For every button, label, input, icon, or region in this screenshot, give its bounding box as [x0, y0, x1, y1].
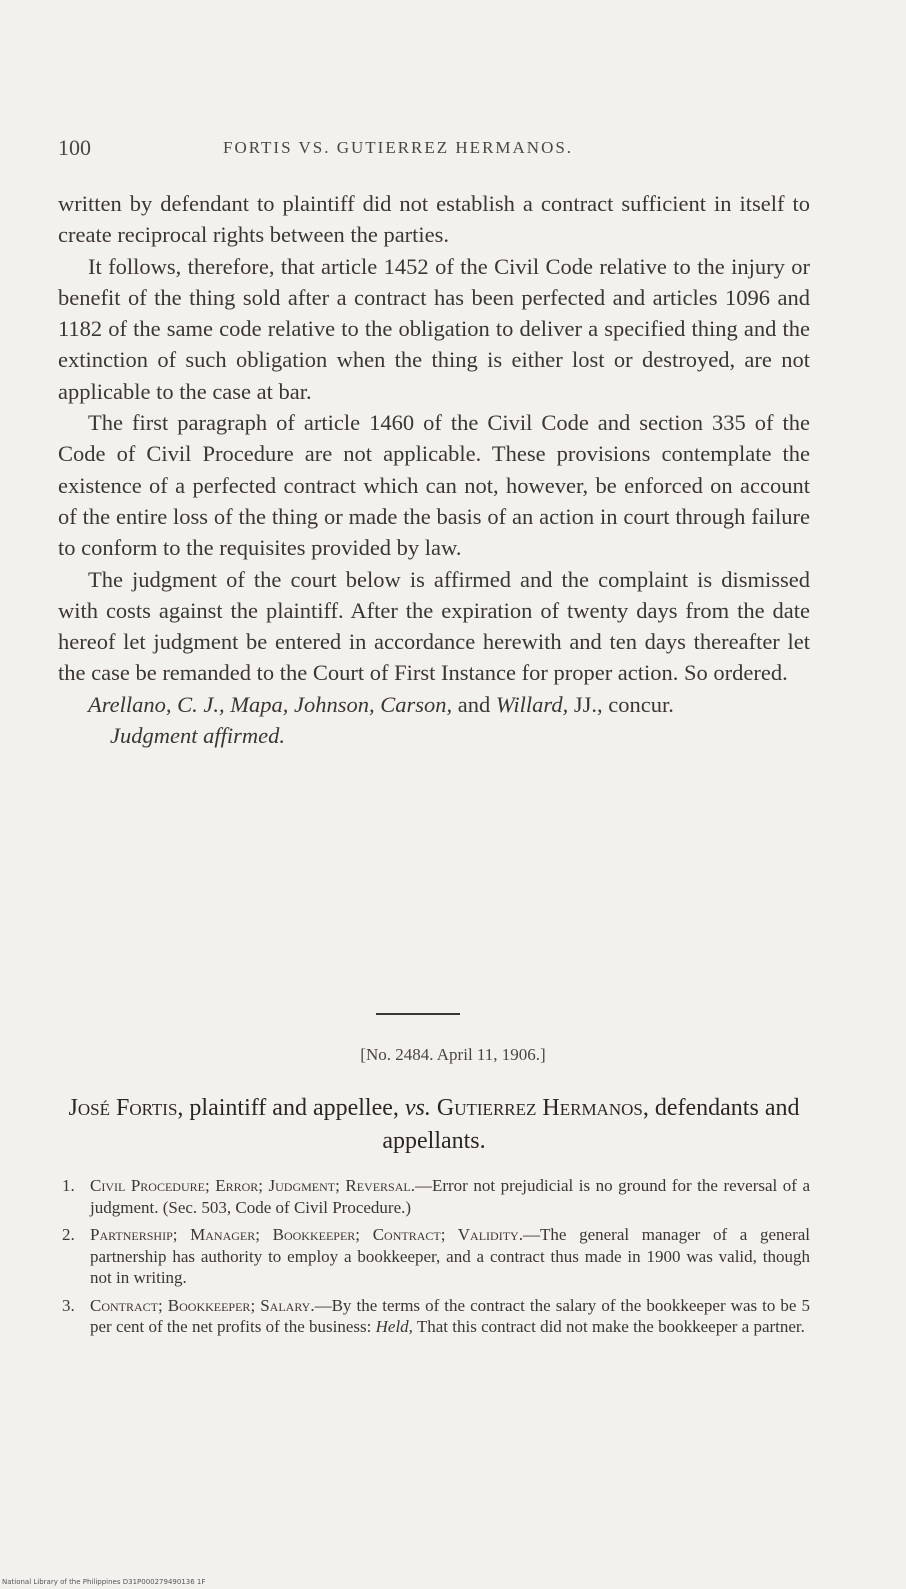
syllabus-text: —The general manager of a general partnership has authority to employ a bookkeeper, and a contract thus made in 1900 was valid, though not in writing. — [90, 1225, 810, 1287]
section-divider — [376, 1013, 460, 1015]
running-title: FORTIS VS. GUTIERREZ HERMANOS. — [223, 138, 574, 157]
syllabus-topic: Civil Procedure; Error; Judgment; Reversal. — [90, 1176, 415, 1195]
concur-and: and — [452, 691, 496, 717]
syllabus-held: Held, — [375, 1317, 413, 1336]
versus: vs. — [404, 1095, 431, 1121]
syllabus-number: 2. — [62, 1225, 75, 1244]
plaintiff-name: José Fortis — [68, 1095, 178, 1121]
syllabus-text: —Error not prejudicial is no ground for the reversal of a judgment. (Sec. 503, Code of Civil Procedure.) — [90, 1176, 810, 1217]
paragraph-2: It follows, therefore, that article 1452 of the Civil Code relative to the injury or benefit of the thing sold after a contract has been perfected and articles 1096 and 1182 of the same code relative to the obligation to deliver a specified thing and the extinction of such obligation when the thing is either lost or destroyed, are not applicable to the case at bar. — [58, 253, 810, 404]
syllabus-topic: Partnership; Manager; Bookkeeper; Contract; Validity. — [90, 1225, 523, 1244]
syllabus-item — [58, 1295, 810, 1338]
concur-tail: JJ., concur. — [568, 691, 674, 717]
scan-footer: National Library of the Philippines D31P000279490136 1F — [2, 1578, 206, 1586]
syllabus-item — [58, 1175, 810, 1218]
paragraph-3: The first paragraph of article 1460 of the Civil Code and section 335 of the Code of Civil Procedure are not applicable. These provisions contemplate the existence of a perfected contract which can not, however, be enforced on account of the entire loss of the thing or made the basis of an action in court through failure to conform to the requisites provided by law. — [58, 410, 810, 561]
page-number: 100 — [58, 135, 91, 160]
syllabus-text-end: That this contract did not make the bookkeeper a partner. — [412, 1317, 805, 1336]
syllabus-number: 3. — [62, 1295, 75, 1315]
opinion-text — [58, 188, 810, 751]
concurring-judges: Arellano, C. J., Mapa, Johnson, Carson, — [88, 691, 453, 717]
syllabus-text: —By the terms of the contract the salary of the bookkeeper was to be 5 per cent of the net profits of the business: — [90, 1295, 811, 1336]
concurrence — [58, 689, 810, 720]
paragraph-4: The judgment of the court below is affirmed and the complaint is dismissed with costs against the plaintiff. After the expiration of twenty days from the date hereof let judgment be entered in accordance herewith and ten days thereafter let the case be remanded to the Court of First Instance for proper action. So ordered. — [58, 566, 810, 686]
defendant-role: , defendants and appellants. — [382, 1095, 800, 1154]
syllabus-number: 1. — [62, 1176, 75, 1195]
judgment-line: Judgment affirmed. — [110, 723, 285, 749]
case-parties — [58, 1092, 810, 1158]
paragraph-1: written by defendant to plaintiff did not establish a contract sufficient in itself to create reciprocal rights between the parties. — [58, 191, 810, 248]
syllabus-item — [58, 1224, 810, 1289]
running-head — [58, 135, 808, 165]
syllabus — [58, 1175, 810, 1344]
defendant-name: Gutierrez Hermanos — [436, 1095, 643, 1121]
syllabus-topic: Contract; Bookkeeper; Salary. — [90, 1295, 315, 1315]
concurring-judge-last: Willard, — [495, 691, 569, 717]
plaintiff-role: , plaintiff and appellee, — [177, 1095, 405, 1121]
case-number-line: [No. 2484. April 11, 1906.] — [360, 1045, 546, 1064]
